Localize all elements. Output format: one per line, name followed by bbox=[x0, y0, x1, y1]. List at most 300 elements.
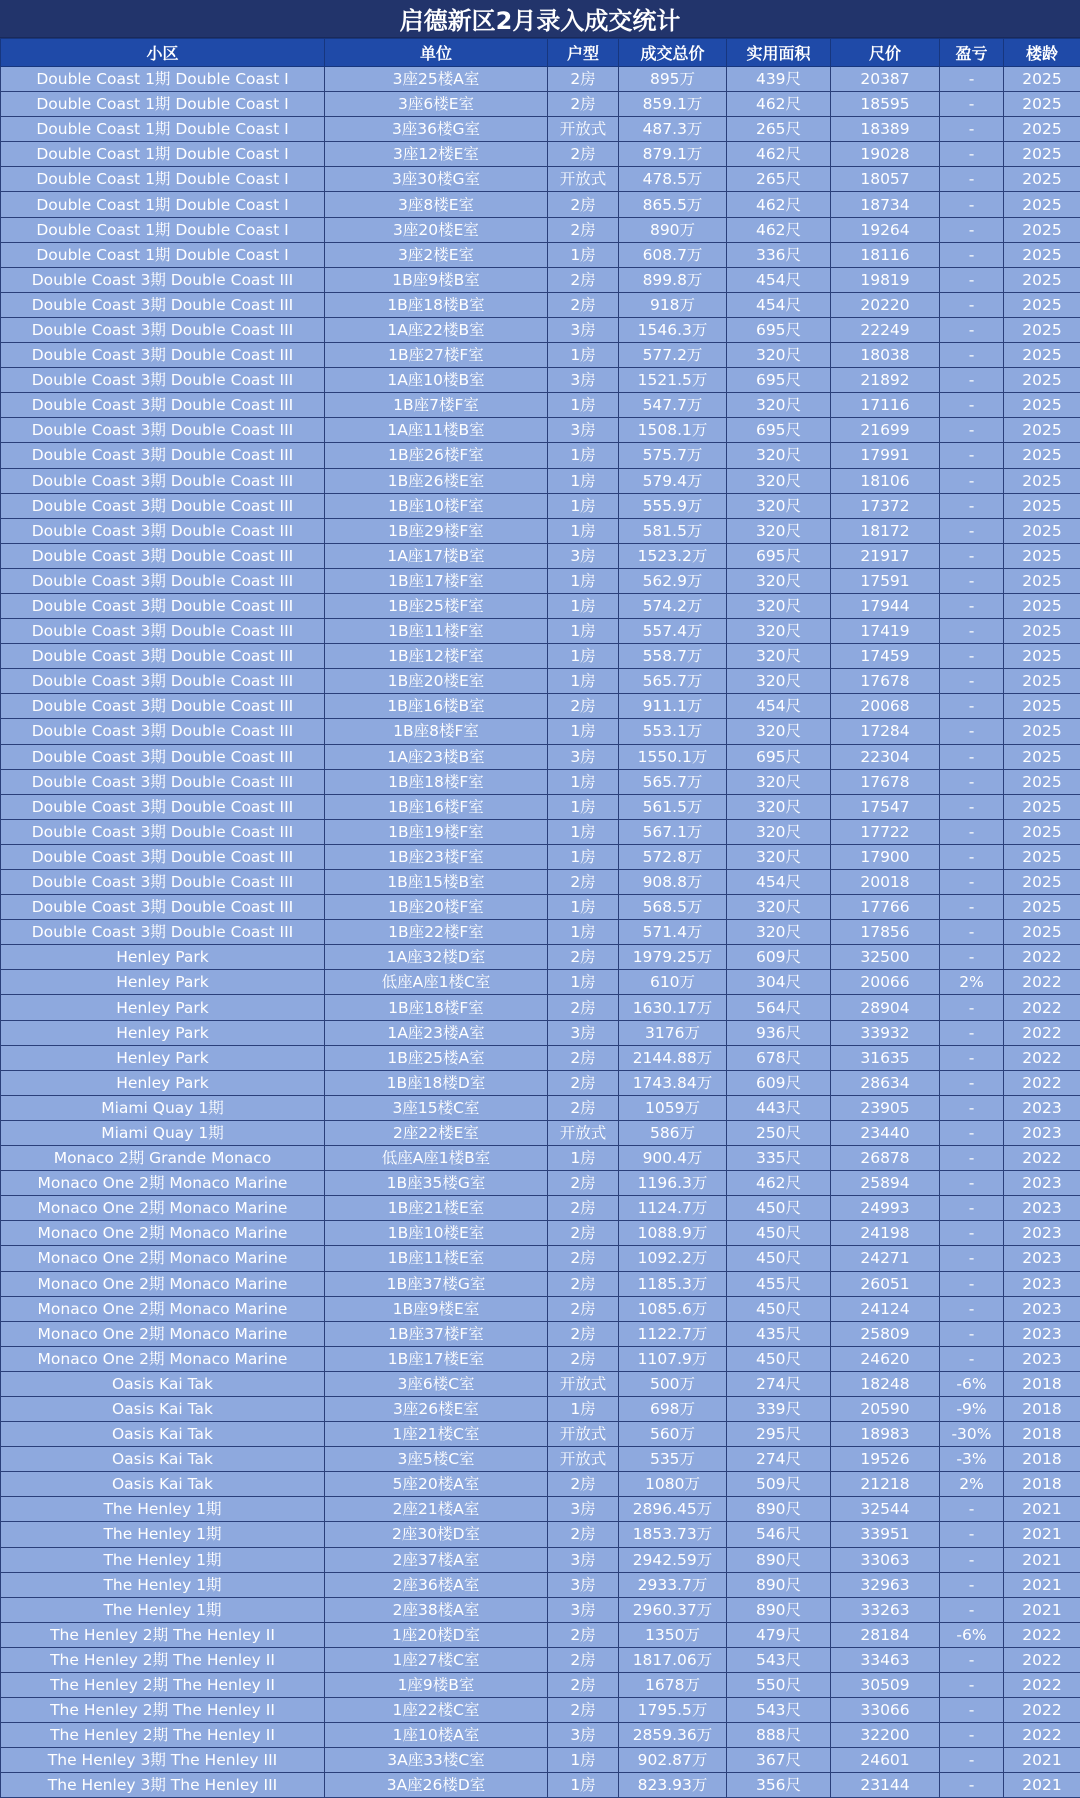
cell-layout: 2房 bbox=[548, 1171, 619, 1196]
cell-estate: The Henley 2期 The Henley II bbox=[1, 1723, 325, 1748]
cell-estate: Double Coast 3期 Double Coast III bbox=[1, 343, 325, 368]
cell-total-price: 2859.36万 bbox=[619, 1723, 727, 1748]
cell-unit: 1B座26楼E室 bbox=[325, 468, 548, 493]
cell-layout: 2房 bbox=[548, 1196, 619, 1221]
table-row bbox=[1, 568, 1080, 593]
table-row bbox=[1, 167, 1080, 192]
cell-building-age: 2025 bbox=[1004, 468, 1080, 493]
cell-total-price: 2933.7万 bbox=[619, 1572, 727, 1597]
column-header-total-price: 成交总价 bbox=[619, 39, 727, 67]
table-row bbox=[1, 117, 1080, 142]
cell-total-price: 571.4万 bbox=[619, 920, 727, 945]
cell-building-age: 2023 bbox=[1004, 1196, 1080, 1221]
cell-price-per-sqft: 24620 bbox=[831, 1346, 940, 1371]
cell-estate: Double Coast 3期 Double Coast III bbox=[1, 769, 325, 794]
cell-saleable-area: 335尺 bbox=[727, 1146, 831, 1171]
cell-layout: 1房 bbox=[548, 1773, 619, 1798]
cell-estate: Double Coast 3期 Double Coast III bbox=[1, 368, 325, 393]
table-row bbox=[1, 317, 1080, 342]
cell-total-price: 890万 bbox=[619, 217, 727, 242]
cell-unit: 3座12楼E室 bbox=[325, 142, 548, 167]
cell-gain-loss: - bbox=[940, 1522, 1004, 1547]
column-header-saleable-area: 实用面积 bbox=[727, 39, 831, 67]
cell-estate: Double Coast 3期 Double Coast III bbox=[1, 518, 325, 543]
cell-unit: 1B座16楼B室 bbox=[325, 694, 548, 719]
table-row bbox=[1, 669, 1080, 694]
cell-estate: The Henley 1期 bbox=[1, 1522, 325, 1547]
column-header-gain-loss: 盈亏 bbox=[940, 39, 1004, 67]
cell-estate: Henley Park bbox=[1, 970, 325, 995]
cell-layout: 1房 bbox=[548, 794, 619, 819]
cell-estate: The Henley 2期 The Henley II bbox=[1, 1647, 325, 1672]
cell-estate: Miami Quay 1期 bbox=[1, 1120, 325, 1145]
cell-unit: 1B座8楼F室 bbox=[325, 719, 548, 744]
cell-total-price: 911.1万 bbox=[619, 694, 727, 719]
cell-estate: Monaco One 2期 Monaco Marine bbox=[1, 1196, 325, 1221]
cell-building-age: 2022 bbox=[1004, 970, 1080, 995]
cell-building-age: 2025 bbox=[1004, 167, 1080, 192]
cell-total-price: 1085.6万 bbox=[619, 1296, 727, 1321]
cell-layout: 1房 bbox=[548, 970, 619, 995]
cell-saleable-area: 450尺 bbox=[727, 1221, 831, 1246]
cell-gain-loss: - bbox=[940, 1497, 1004, 1522]
cell-price-per-sqft: 18172 bbox=[831, 518, 940, 543]
cell-estate: The Henley 3期 The Henley III bbox=[1, 1748, 325, 1773]
table-row bbox=[1, 1422, 1080, 1447]
cell-saleable-area: 320尺 bbox=[727, 644, 831, 669]
cell-total-price: 547.7万 bbox=[619, 393, 727, 418]
cell-unit: 1B座18楼F室 bbox=[325, 995, 548, 1020]
cell-gain-loss: - bbox=[940, 694, 1004, 719]
cell-layout: 2房 bbox=[548, 1346, 619, 1371]
cell-gain-loss: - bbox=[940, 920, 1004, 945]
cell-price-per-sqft: 32544 bbox=[831, 1497, 940, 1522]
cell-estate: Double Coast 3期 Double Coast III bbox=[1, 418, 325, 443]
cell-saleable-area: 543尺 bbox=[727, 1647, 831, 1672]
cell-price-per-sqft: 17116 bbox=[831, 393, 940, 418]
table-row bbox=[1, 543, 1080, 568]
cell-saleable-area: 695尺 bbox=[727, 418, 831, 443]
table-row bbox=[1, 443, 1080, 468]
cell-gain-loss: 2% bbox=[940, 1472, 1004, 1497]
cell-total-price: 899.8万 bbox=[619, 267, 727, 292]
cell-saleable-area: 320尺 bbox=[727, 819, 831, 844]
cell-gain-loss: - bbox=[940, 1346, 1004, 1371]
cell-saleable-area: 320尺 bbox=[727, 493, 831, 518]
cell-building-age: 2025 bbox=[1004, 493, 1080, 518]
cell-estate: Monaco One 2期 Monaco Marine bbox=[1, 1321, 325, 1346]
cell-layout: 3房 bbox=[548, 1723, 619, 1748]
cell-price-per-sqft: 28904 bbox=[831, 995, 940, 1020]
cell-unit: 1座21楼C室 bbox=[325, 1422, 548, 1447]
cell-layout: 2房 bbox=[548, 694, 619, 719]
cell-estate: Double Coast 3期 Double Coast III bbox=[1, 267, 325, 292]
cell-price-per-sqft: 21699 bbox=[831, 418, 940, 443]
cell-unit: 1B座25楼A室 bbox=[325, 1045, 548, 1070]
cell-unit: 1A座11楼B室 bbox=[325, 418, 548, 443]
cell-saleable-area: 564尺 bbox=[727, 995, 831, 1020]
table-row bbox=[1, 1271, 1080, 1296]
table-header-row bbox=[1, 39, 1080, 67]
cell-layout: 3房 bbox=[548, 1497, 619, 1522]
cell-price-per-sqft: 25894 bbox=[831, 1171, 940, 1196]
cell-price-per-sqft: 17722 bbox=[831, 819, 940, 844]
cell-total-price: 823.93万 bbox=[619, 1773, 727, 1798]
cell-total-price: 1678万 bbox=[619, 1673, 727, 1698]
cell-price-per-sqft: 28634 bbox=[831, 1070, 940, 1095]
table-row bbox=[1, 1396, 1080, 1421]
table-row bbox=[1, 1597, 1080, 1622]
cell-gain-loss: - bbox=[940, 593, 1004, 618]
cell-total-price: 553.1万 bbox=[619, 719, 727, 744]
cell-estate: Oasis Kai Tak bbox=[1, 1472, 325, 1497]
cell-total-price: 908.8万 bbox=[619, 870, 727, 895]
cell-unit: 3座36楼G室 bbox=[325, 117, 548, 142]
cell-estate: Double Coast 3期 Double Coast III bbox=[1, 568, 325, 593]
table-row bbox=[1, 393, 1080, 418]
table-row bbox=[1, 1447, 1080, 1472]
cell-building-age: 2025 bbox=[1004, 920, 1080, 945]
cell-gain-loss: - bbox=[940, 292, 1004, 317]
cell-price-per-sqft: 23144 bbox=[831, 1773, 940, 1798]
cell-layout: 1房 bbox=[548, 568, 619, 593]
cell-unit: 1B座18楼F室 bbox=[325, 769, 548, 794]
cell-estate: Monaco One 2期 Monaco Marine bbox=[1, 1296, 325, 1321]
cell-saleable-area: 462尺 bbox=[727, 92, 831, 117]
cell-gain-loss: -6% bbox=[940, 1622, 1004, 1647]
cell-unit: 1B座20楼E室 bbox=[325, 669, 548, 694]
cell-gain-loss: - bbox=[940, 117, 1004, 142]
cell-total-price: 535万 bbox=[619, 1447, 727, 1472]
cell-unit: 1A座23楼B室 bbox=[325, 744, 548, 769]
cell-layout: 1房 bbox=[548, 644, 619, 669]
cell-layout: 1房 bbox=[548, 1748, 619, 1773]
cell-layout: 3房 bbox=[548, 1572, 619, 1597]
table-row bbox=[1, 1296, 1080, 1321]
cell-estate: Monaco One 2期 Monaco Marine bbox=[1, 1221, 325, 1246]
cell-gain-loss: - bbox=[940, 242, 1004, 267]
cell-price-per-sqft: 17459 bbox=[831, 644, 940, 669]
cell-estate: Double Coast 1期 Double Coast I bbox=[1, 167, 325, 192]
cell-price-per-sqft: 20018 bbox=[831, 870, 940, 895]
cell-unit: 3A座33楼C室 bbox=[325, 1748, 548, 1773]
cell-layout: 开放式 bbox=[548, 167, 619, 192]
cell-saleable-area: 454尺 bbox=[727, 267, 831, 292]
cell-total-price: 879.1万 bbox=[619, 142, 727, 167]
table-row bbox=[1, 1346, 1080, 1371]
table-row bbox=[1, 1748, 1080, 1773]
cell-building-age: 2022 bbox=[1004, 1673, 1080, 1698]
cell-gain-loss: - bbox=[940, 1246, 1004, 1271]
cell-estate: Double Coast 3期 Double Coast III bbox=[1, 593, 325, 618]
cell-building-age: 2025 bbox=[1004, 644, 1080, 669]
cell-gain-loss: - bbox=[940, 142, 1004, 167]
cell-layout: 3房 bbox=[548, 543, 619, 568]
cell-unit: 2座30楼D室 bbox=[325, 1522, 548, 1547]
cell-building-age: 2023 bbox=[1004, 1271, 1080, 1296]
cell-gain-loss: - bbox=[940, 217, 1004, 242]
column-header-layout: 户型 bbox=[548, 39, 619, 67]
cell-layout: 2房 bbox=[548, 192, 619, 217]
cell-layout: 2房 bbox=[548, 92, 619, 117]
cell-unit: 3座6楼E室 bbox=[325, 92, 548, 117]
cell-estate: Double Coast 3期 Double Coast III bbox=[1, 543, 325, 568]
cell-unit: 1B座7楼F室 bbox=[325, 393, 548, 418]
cell-layout: 3房 bbox=[548, 744, 619, 769]
cell-price-per-sqft: 17419 bbox=[831, 619, 940, 644]
cell-gain-loss: - bbox=[940, 1698, 1004, 1723]
cell-building-age: 2025 bbox=[1004, 418, 1080, 443]
cell-unit: 3座25楼A室 bbox=[325, 67, 548, 92]
cell-gain-loss: - bbox=[940, 1773, 1004, 1798]
cell-layout: 3房 bbox=[548, 368, 619, 393]
cell-saleable-area: 320尺 bbox=[727, 920, 831, 945]
cell-layout: 2房 bbox=[548, 1070, 619, 1095]
cell-estate: Double Coast 3期 Double Coast III bbox=[1, 920, 325, 945]
cell-total-price: 900.4万 bbox=[619, 1146, 727, 1171]
cell-estate: Double Coast 3期 Double Coast III bbox=[1, 468, 325, 493]
cell-saleable-area: 320尺 bbox=[727, 844, 831, 869]
cell-building-age: 2025 bbox=[1004, 92, 1080, 117]
cell-unit: 1B座22楼F室 bbox=[325, 920, 548, 945]
cell-total-price: 586万 bbox=[619, 1120, 727, 1145]
cell-building-age: 2023 bbox=[1004, 1171, 1080, 1196]
cell-layout: 2房 bbox=[548, 870, 619, 895]
table-row bbox=[1, 1095, 1080, 1120]
cell-gain-loss: - bbox=[940, 1723, 1004, 1748]
cell-estate: Monaco One 2期 Monaco Marine bbox=[1, 1271, 325, 1296]
cell-layout: 2房 bbox=[548, 142, 619, 167]
cell-gain-loss: - bbox=[940, 1597, 1004, 1622]
cell-layout: 1房 bbox=[548, 719, 619, 744]
table-row bbox=[1, 92, 1080, 117]
cell-layout: 2房 bbox=[548, 1221, 619, 1246]
table-row bbox=[1, 1647, 1080, 1672]
cell-layout: 1房 bbox=[548, 844, 619, 869]
cell-unit: 1B座12楼F室 bbox=[325, 644, 548, 669]
cell-building-age: 2025 bbox=[1004, 794, 1080, 819]
cell-layout: 1房 bbox=[548, 343, 619, 368]
cell-saleable-area: 320尺 bbox=[727, 343, 831, 368]
cell-price-per-sqft: 17284 bbox=[831, 719, 940, 744]
cell-layout: 1房 bbox=[548, 669, 619, 694]
cell-unit: 1B座11楼F室 bbox=[325, 619, 548, 644]
cell-estate: The Henley 1期 bbox=[1, 1547, 325, 1572]
table-row bbox=[1, 1120, 1080, 1145]
cell-total-price: 500万 bbox=[619, 1371, 727, 1396]
cell-gain-loss: - bbox=[940, 1572, 1004, 1597]
table-row bbox=[1, 819, 1080, 844]
cell-saleable-area: 546尺 bbox=[727, 1522, 831, 1547]
cell-gain-loss: - bbox=[940, 1221, 1004, 1246]
cell-layout: 2房 bbox=[548, 267, 619, 292]
cell-saleable-area: 336尺 bbox=[727, 242, 831, 267]
cell-price-per-sqft: 17372 bbox=[831, 493, 940, 518]
cell-price-per-sqft: 18389 bbox=[831, 117, 940, 142]
cell-total-price: 1550.1万 bbox=[619, 744, 727, 769]
cell-total-price: 1795.5万 bbox=[619, 1698, 727, 1723]
cell-unit: 3座20楼E室 bbox=[325, 217, 548, 242]
cell-saleable-area: 304尺 bbox=[727, 970, 831, 995]
cell-total-price: 698万 bbox=[619, 1396, 727, 1421]
cell-estate: Henley Park bbox=[1, 945, 325, 970]
cell-unit: 1B座10楼E室 bbox=[325, 1221, 548, 1246]
cell-building-age: 2025 bbox=[1004, 142, 1080, 167]
cell-layout: 1房 bbox=[548, 819, 619, 844]
cell-saleable-area: 320尺 bbox=[727, 468, 831, 493]
cell-gain-loss: - bbox=[940, 619, 1004, 644]
cell-layout: 开放式 bbox=[548, 1422, 619, 1447]
cell-building-age: 2022 bbox=[1004, 1622, 1080, 1647]
cell-price-per-sqft: 18734 bbox=[831, 192, 940, 217]
cell-total-price: 1092.2万 bbox=[619, 1246, 727, 1271]
cell-total-price: 902.87万 bbox=[619, 1748, 727, 1773]
cell-saleable-area: 479尺 bbox=[727, 1622, 831, 1647]
cell-layout: 开放式 bbox=[548, 1371, 619, 1396]
cell-layout: 1房 bbox=[548, 593, 619, 618]
cell-total-price: 575.7万 bbox=[619, 443, 727, 468]
table-row bbox=[1, 1547, 1080, 1572]
table-row bbox=[1, 1070, 1080, 1095]
cell-unit: 1A座22楼B室 bbox=[325, 317, 548, 342]
cell-saleable-area: 443尺 bbox=[727, 1095, 831, 1120]
cell-estate: Double Coast 3期 Double Coast III bbox=[1, 644, 325, 669]
cell-layout: 2房 bbox=[548, 1095, 619, 1120]
cell-saleable-area: 320尺 bbox=[727, 593, 831, 618]
cell-unit: 3座6楼C室 bbox=[325, 1371, 548, 1396]
cell-layout: 2房 bbox=[548, 995, 619, 1020]
cell-gain-loss: - bbox=[940, 719, 1004, 744]
cell-total-price: 1185.3万 bbox=[619, 1271, 727, 1296]
cell-gain-loss: - bbox=[940, 1120, 1004, 1145]
cell-gain-loss: - bbox=[940, 945, 1004, 970]
cell-saleable-area: 435尺 bbox=[727, 1321, 831, 1346]
cell-estate: Double Coast 3期 Double Coast III bbox=[1, 895, 325, 920]
cell-total-price: 1350万 bbox=[619, 1622, 727, 1647]
cell-total-price: 1107.9万 bbox=[619, 1346, 727, 1371]
cell-unit: 1B座17楼F室 bbox=[325, 568, 548, 593]
cell-total-price: 1080万 bbox=[619, 1472, 727, 1497]
table-row bbox=[1, 418, 1080, 443]
cell-building-age: 2025 bbox=[1004, 619, 1080, 644]
cell-saleable-area: 339尺 bbox=[727, 1396, 831, 1421]
cell-gain-loss: - bbox=[940, 769, 1004, 794]
cell-gain-loss: - bbox=[940, 393, 1004, 418]
cell-price-per-sqft: 24601 bbox=[831, 1748, 940, 1773]
cell-layout: 开放式 bbox=[548, 1447, 619, 1472]
cell-saleable-area: 609尺 bbox=[727, 1070, 831, 1095]
cell-saleable-area: 320尺 bbox=[727, 619, 831, 644]
cell-building-age: 2023 bbox=[1004, 1095, 1080, 1120]
cell-saleable-area: 455尺 bbox=[727, 1271, 831, 1296]
cell-saleable-area: 356尺 bbox=[727, 1773, 831, 1798]
cell-estate: Double Coast 3期 Double Coast III bbox=[1, 870, 325, 895]
cell-unit: 1B座16楼F室 bbox=[325, 794, 548, 819]
cell-estate: Double Coast 3期 Double Coast III bbox=[1, 317, 325, 342]
cell-gain-loss: - bbox=[940, 317, 1004, 342]
table-row bbox=[1, 1246, 1080, 1271]
cell-price-per-sqft: 18057 bbox=[831, 167, 940, 192]
cell-saleable-area: 320尺 bbox=[727, 443, 831, 468]
cell-layout: 1房 bbox=[548, 443, 619, 468]
cell-gain-loss: - bbox=[940, 192, 1004, 217]
table-row bbox=[1, 920, 1080, 945]
cell-total-price: 1124.7万 bbox=[619, 1196, 727, 1221]
cell-gain-loss: - bbox=[940, 644, 1004, 669]
cell-total-price: 560万 bbox=[619, 1422, 727, 1447]
cell-building-age: 2022 bbox=[1004, 1070, 1080, 1095]
cell-total-price: 478.5万 bbox=[619, 167, 727, 192]
cell-building-age: 2022 bbox=[1004, 1146, 1080, 1171]
column-header-estate: 小区 bbox=[1, 39, 325, 67]
cell-price-per-sqft: 19028 bbox=[831, 142, 940, 167]
cell-saleable-area: 320尺 bbox=[727, 895, 831, 920]
table-row bbox=[1, 694, 1080, 719]
column-header-price-per-sqft: 尺价 bbox=[831, 39, 940, 67]
cell-unit: 1B座37楼G室 bbox=[325, 1271, 548, 1296]
cell-unit: 1B座26楼F室 bbox=[325, 443, 548, 468]
cell-price-per-sqft: 18038 bbox=[831, 343, 940, 368]
cell-gain-loss: - bbox=[940, 1045, 1004, 1070]
cell-total-price: 557.4万 bbox=[619, 619, 727, 644]
cell-gain-loss: - bbox=[940, 1196, 1004, 1221]
cell-gain-loss: - bbox=[940, 67, 1004, 92]
table-row bbox=[1, 1321, 1080, 1346]
cell-unit: 1A座10楼B室 bbox=[325, 368, 548, 393]
cell-saleable-area: 890尺 bbox=[727, 1547, 831, 1572]
cell-building-age: 2023 bbox=[1004, 1120, 1080, 1145]
cell-price-per-sqft: 23440 bbox=[831, 1120, 940, 1145]
cell-total-price: 568.5万 bbox=[619, 895, 727, 920]
table-row bbox=[1, 368, 1080, 393]
cell-layout: 2房 bbox=[548, 1698, 619, 1723]
cell-saleable-area: 439尺 bbox=[727, 67, 831, 92]
cell-saleable-area: 890尺 bbox=[727, 1572, 831, 1597]
cell-total-price: 555.9万 bbox=[619, 493, 727, 518]
cell-layout: 2房 bbox=[548, 1522, 619, 1547]
cell-gain-loss: -9% bbox=[940, 1396, 1004, 1421]
cell-estate: The Henley 2期 The Henley II bbox=[1, 1622, 325, 1647]
cell-layout: 1房 bbox=[548, 518, 619, 543]
cell-building-age: 2025 bbox=[1004, 317, 1080, 342]
cell-saleable-area: 274尺 bbox=[727, 1447, 831, 1472]
cell-unit: 3座26楼E室 bbox=[325, 1396, 548, 1421]
table-row bbox=[1, 1773, 1080, 1798]
cell-gain-loss: - bbox=[940, 819, 1004, 844]
cell-saleable-area: 367尺 bbox=[727, 1748, 831, 1773]
table-row bbox=[1, 1673, 1080, 1698]
cell-unit: 1B座29楼F室 bbox=[325, 518, 548, 543]
table-row bbox=[1, 593, 1080, 618]
cell-saleable-area: 609尺 bbox=[727, 945, 831, 970]
cell-unit: 3座5楼C室 bbox=[325, 1447, 548, 1472]
cell-layout: 1房 bbox=[548, 1396, 619, 1421]
table-row bbox=[1, 945, 1080, 970]
cell-gain-loss: - bbox=[940, 1547, 1004, 1572]
cell-price-per-sqft: 31635 bbox=[831, 1045, 940, 1070]
table-row bbox=[1, 769, 1080, 794]
cell-saleable-area: 454尺 bbox=[727, 694, 831, 719]
cell-layout: 2房 bbox=[548, 945, 619, 970]
cell-unit: 1B座18楼B室 bbox=[325, 292, 548, 317]
cell-estate: Double Coast 3期 Double Coast III bbox=[1, 393, 325, 418]
cell-gain-loss: 2% bbox=[940, 970, 1004, 995]
cell-total-price: 859.1万 bbox=[619, 92, 727, 117]
cell-building-age: 2021 bbox=[1004, 1748, 1080, 1773]
cell-saleable-area: 462尺 bbox=[727, 217, 831, 242]
table-row bbox=[1, 1723, 1080, 1748]
cell-layout: 2房 bbox=[548, 1673, 619, 1698]
